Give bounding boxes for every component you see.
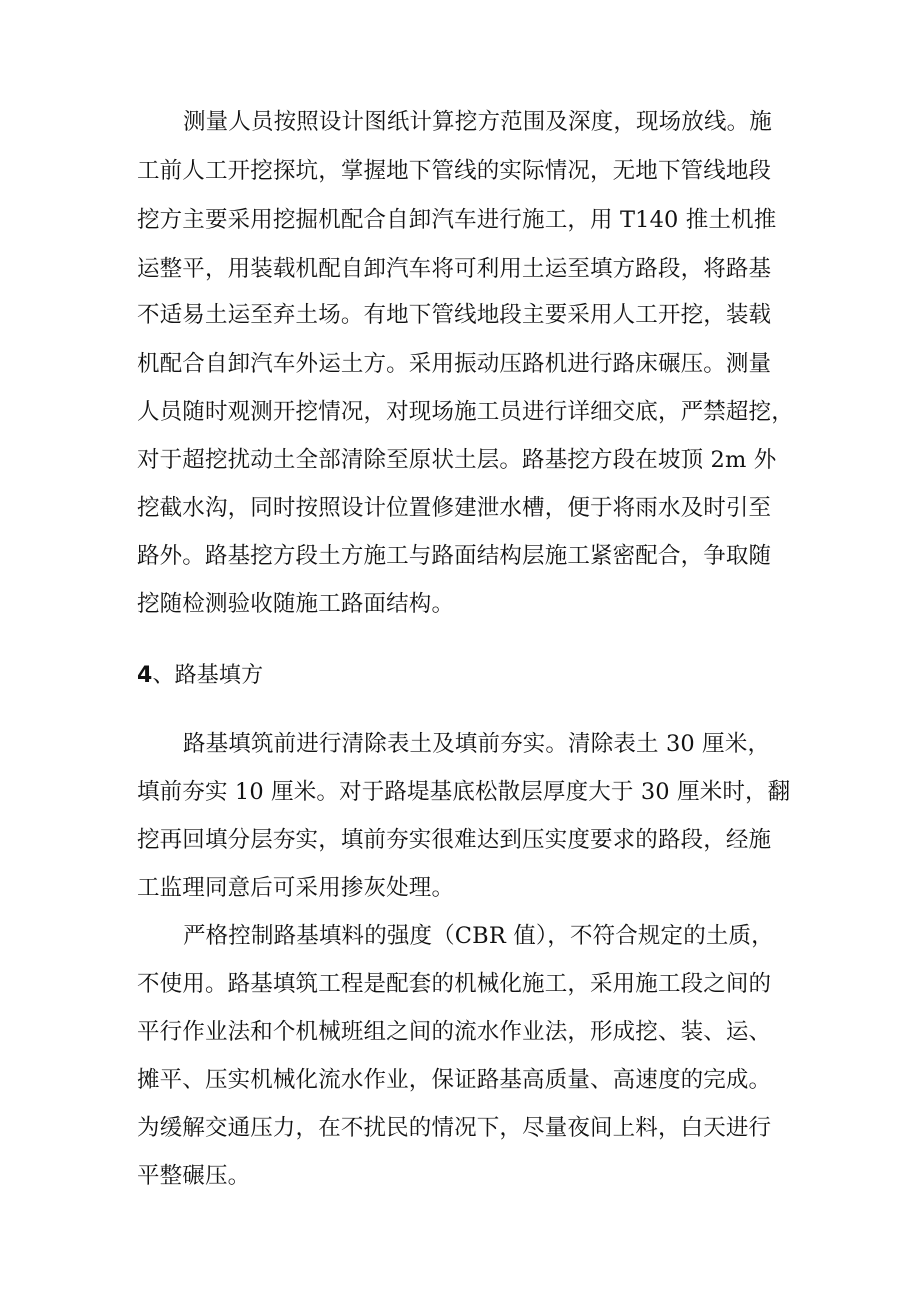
text-line: 为缓解交通压力，在不扰民的情况下，尽量夜间上料，白天进行 bbox=[137, 1115, 772, 1141]
text-line: 挖再回填分层夯实，填前夯实很难达到压实度要求的路段，经施 bbox=[137, 827, 772, 853]
text-line: 挖随检测验收随施工路面结构。 bbox=[137, 591, 455, 617]
text-line: 不适易土运至弃土场。有地下管线地段主要采用人工开挖，装载 bbox=[137, 302, 772, 328]
text-line: 工监理同意后可采用掺灰处理。 bbox=[137, 875, 455, 901]
text-line: 运整平，用装载机配自卸汽车将可利用土运至填方路段，将路基 bbox=[137, 256, 772, 282]
section-number: 4 bbox=[137, 663, 153, 688]
text-line: 挖截水沟，同时按照设计位置修建泄水槽，便于将雨水及时引至 bbox=[137, 495, 772, 521]
text-line: 填前夯实 10 厘米。对于路堤基底松散层厚度大于 30 厘米时，翻 bbox=[137, 779, 791, 805]
section-title: 、路基填方 bbox=[152, 663, 264, 688]
text-line: 测量人员按照设计图纸计算挖方范围及深度，现场放线。施 bbox=[183, 109, 772, 135]
text-line: 对于超挖扰动土全部清除至原状土层。路基挖方段在坡顶 2m 外 bbox=[137, 447, 777, 473]
section-heading bbox=[137, 661, 263, 691]
text-line: 摊平、压实机械化流水作业，保证路基高质量、高速度的完成。 bbox=[137, 1067, 772, 1093]
text-line: 人员随时观测开挖情况，对现场施工员进行详细交底，严禁超挖， bbox=[137, 399, 794, 425]
text-line: 挖方主要采用挖掘机配合自卸汽车进行施工，用 T140 推土机推 bbox=[137, 207, 777, 233]
text-line: 严格控制路基填料的强度（CBR 值），不符合规定的土质， bbox=[183, 923, 774, 949]
text-line: 路基填筑前进行清除表土及填前夯实。清除表土 30 厘米， bbox=[183, 731, 771, 757]
text-line: 平整碾压。 bbox=[137, 1163, 251, 1189]
text-line: 路外。路基挖方段土方施工与路面结构层施工紧密配合，争取随 bbox=[137, 543, 772, 569]
text-line: 工前人工开挖探坑，掌握地下管线的实际情况，无地下管线地段 bbox=[137, 158, 772, 184]
text-line: 平行作业法和个机械班组之间的流水作业法，形成挖、装、运、 bbox=[137, 1019, 772, 1045]
text-line: 机配合自卸汽车外运土方。采用振动压路机进行路床碾压。测量 bbox=[137, 351, 772, 377]
text-line: 不使用。路基填筑工程是配套的机械化施工，采用施工段之间的 bbox=[137, 971, 772, 997]
